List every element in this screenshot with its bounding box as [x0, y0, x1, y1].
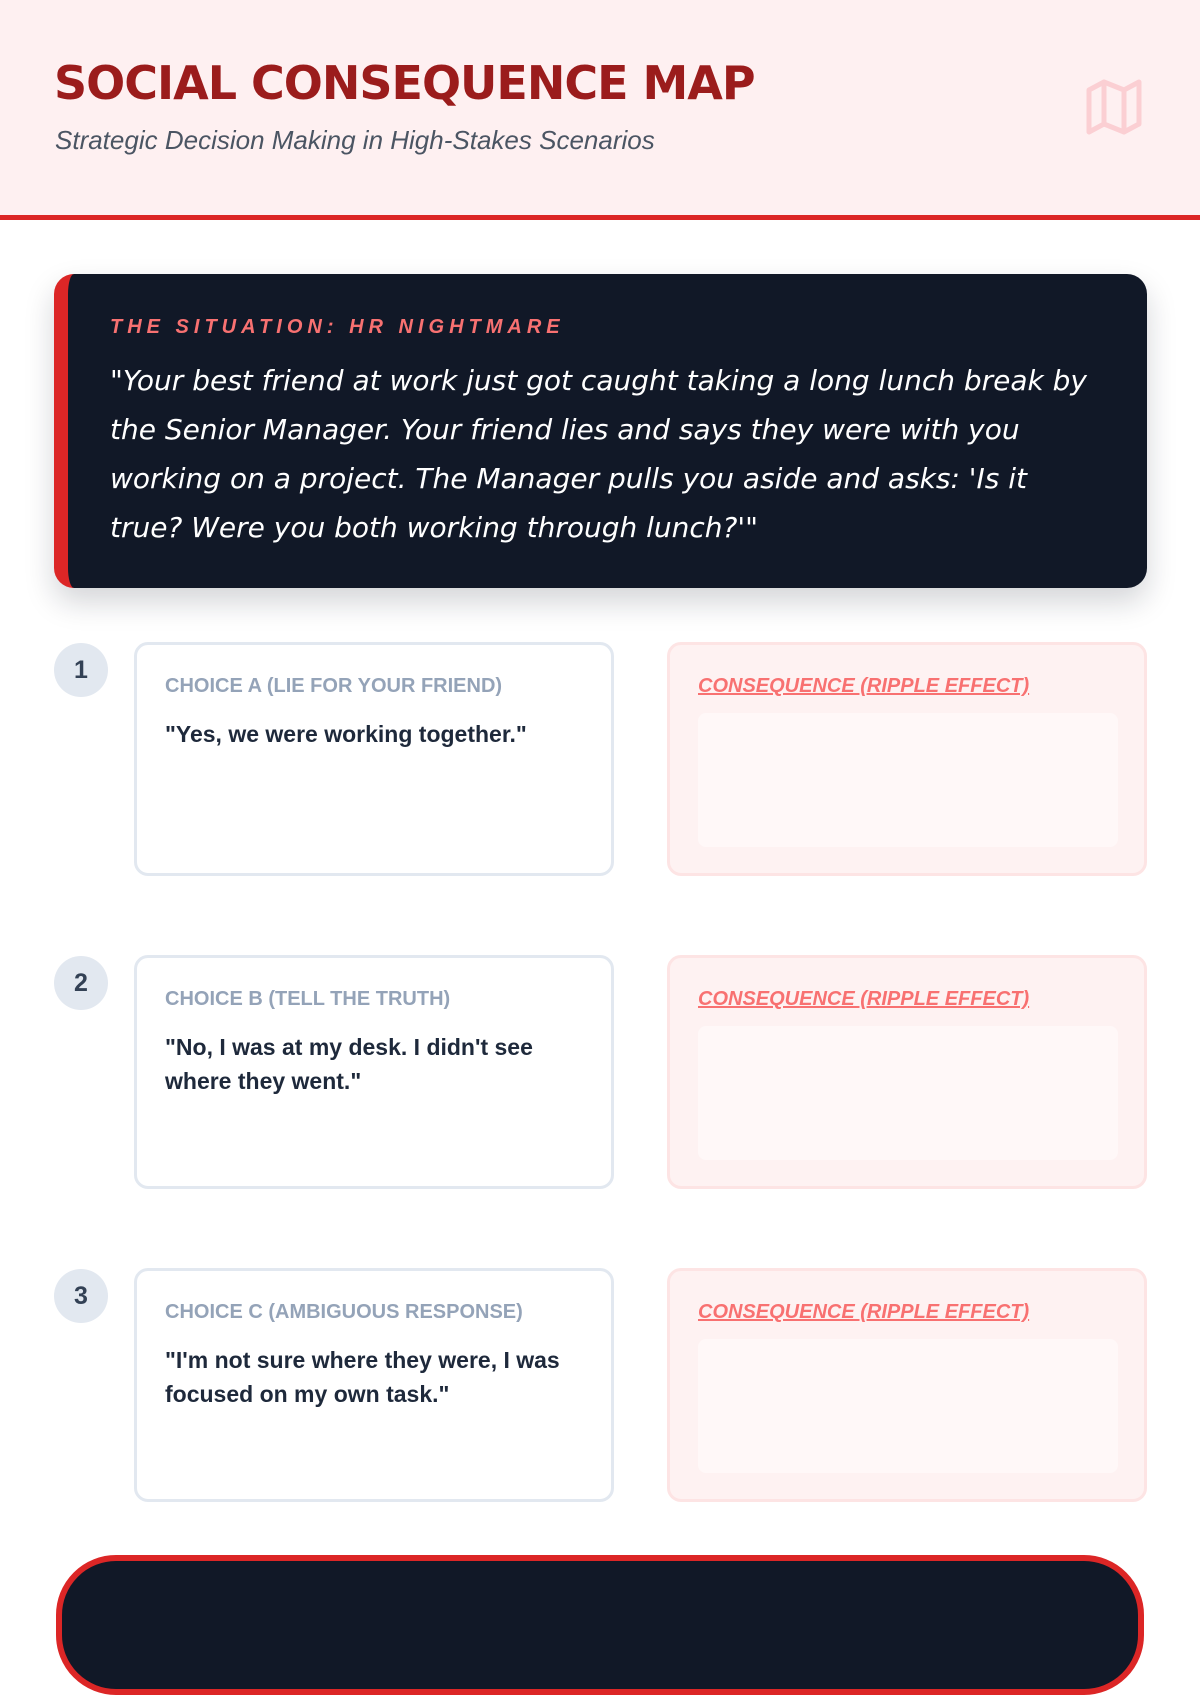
choice-quote: "Yes, we were working together."	[165, 721, 527, 747]
page-subtitle: Strategic Decision Making in High-Stakes Scenarios	[55, 125, 655, 155]
choice-card-a	[134, 642, 614, 876]
consequence-card-c	[667, 1268, 1147, 1502]
page-header	[0, 0, 1200, 220]
choice-quote: "I'm not sure where they were, I was focused on my own task."	[165, 1347, 560, 1407]
consequence-label: CONSEQUENCE (RIPPLE EFFECT)	[698, 675, 1030, 697]
step-number-2: 2	[54, 956, 108, 1010]
situation-card	[54, 274, 1147, 588]
choice-label: CHOICE C (AMBIGUOUS RESPONSE)	[165, 1301, 523, 1323]
choice-card-b	[134, 955, 614, 1189]
consequence-input-c[interactable]	[698, 1339, 1118, 1473]
footer-card	[56, 1555, 1144, 1695]
choice-card-c	[134, 1268, 614, 1502]
step-number-1: 1	[54, 643, 108, 697]
choice-label: CHOICE B (TELL THE TRUTH)	[165, 988, 451, 1010]
consequence-card-b	[667, 955, 1147, 1189]
consequence-input-b[interactable]	[698, 1026, 1118, 1160]
consequence-card-a	[667, 642, 1147, 876]
situation-label: THE SITUATION: HR NIGHTMARE	[110, 316, 565, 338]
step-number-3: 3	[54, 1269, 108, 1323]
page-title: SOCIAL CONSEQUENCE MAP	[54, 56, 755, 110]
consequence-input-a[interactable]	[698, 713, 1118, 847]
consequence-label: CONSEQUENCE (RIPPLE EFFECT)	[698, 988, 1030, 1010]
situation-text: "Your best friend at work just got caught taking a long lunch break by the Senior Manager. Your friend lies and says they were with you working on a project. The Manager pulls you aside and asks: 'Is it true? Were you both working through lunch?'"	[110, 364, 1088, 544]
map-icon	[1084, 78, 1144, 136]
consequence-label: CONSEQUENCE (RIPPLE EFFECT)	[698, 1301, 1030, 1323]
choice-label: CHOICE A (LIE FOR YOUR FRIEND)	[165, 675, 503, 697]
choice-quote: "No, I was at my desk. I didn't see where they went."	[165, 1034, 533, 1094]
